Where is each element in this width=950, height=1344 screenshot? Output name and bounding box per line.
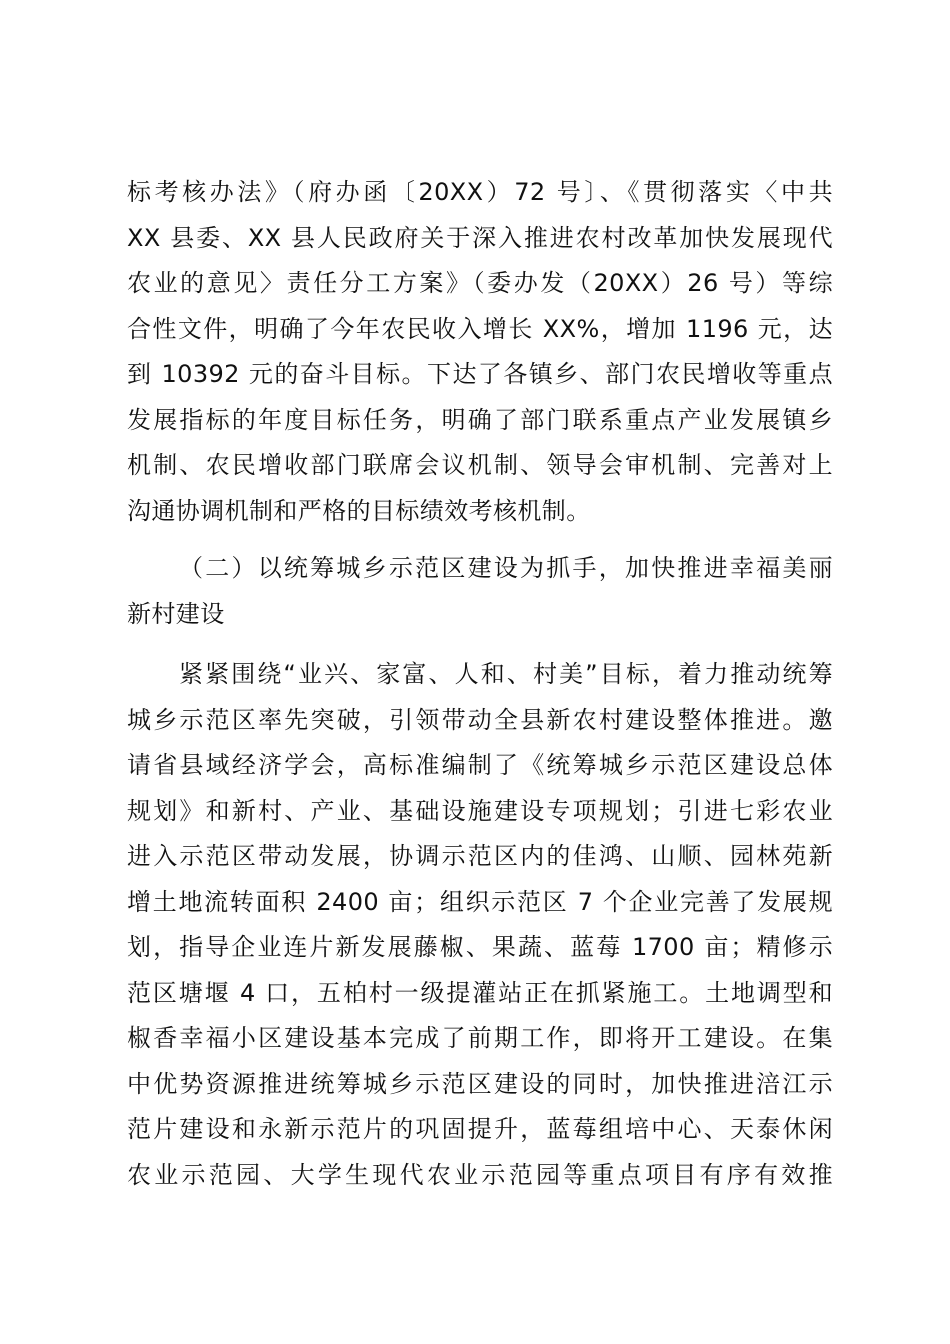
paragraph-assessment-documents (127, 170, 833, 534)
text-line: 规划》和新村、产业、基础设施建设专项规划；引进七彩农业 (127, 796, 833, 825)
heading-line: （二）以统筹城乡示范区建设为抓手，加快推进幸福美丽 (179, 554, 833, 582)
text-line: 范区塘堰 4 口，五柏村一级提灌站正在抓紧施工。土地调型和 (127, 978, 833, 1007)
section-heading-demonstration-zone (127, 546, 833, 637)
text-line: 紧紧围绕“业兴、家富、人和、村美”目标，着力推动统筹 (179, 660, 833, 688)
text-line: 发展指标的年度目标任务，明确了部门联系重点产业发展镇乡 (127, 405, 833, 434)
text-line: 机制、农民增收部门联席会议机制、领导会审机制、完善对上 (127, 451, 833, 479)
text-line: 中优势资源推进统筹城乡示范区建设的同时，加快推进涪江示 (127, 1069, 833, 1098)
text-line: 城乡示范区率先突破，引领带动全县新农村建设整体推进。邀 (127, 705, 833, 734)
text-line: 农业的意见〉责任分工方案》（委办发（20XX）26 号）等综 (127, 269, 833, 297)
paragraph-demonstration-zone-progress (127, 652, 833, 1198)
text-line: 到 10392 元的奋斗目标。下达了各镇乡、部门农民增收等重点 (127, 360, 833, 388)
text-line: 划，指导企业连片新发展藤椒、果蔬、蓝莓 1700 亩；精修示 (127, 933, 833, 961)
text-line: 标考核办法》（府办函〔20XX）72 号〕、《贯彻落实〈中共 (127, 178, 833, 206)
text-line: 合性文件，明确了今年农民收入增长 XX%，增加 1196 元，达 (127, 314, 833, 343)
text-line: 椒香幸福小区建设基本完成了前期工作，即将开工建设。在集 (127, 1024, 833, 1052)
text-line: 范片建设和永新示范片的巩固提升，蓝莓组培中心、天泰休闲 (127, 1115, 833, 1143)
text-line: 农业示范园、大学生现代农业示范园等重点项目有序有效推 (127, 1160, 833, 1189)
text-line: 沟通协调机制和严格的目标绩效考核机制。 (127, 496, 591, 525)
text-line: XX 县委、XX 县人民政府关于深入推进农村改革加快发展现代 (127, 223, 833, 252)
text-line: 增土地流转面积 2400 亩；组织示范区 7 个企业完善了发展规 (127, 887, 833, 916)
heading-line: 新村建设 (127, 599, 225, 628)
text-line: 进入示范区带动发展，协调示范区内的佳鸿、山顺、园林苑新 (127, 842, 833, 870)
text-line: 请省县域经济学会，高标准编制了《统筹城乡示范区建设总体 (127, 751, 833, 779)
